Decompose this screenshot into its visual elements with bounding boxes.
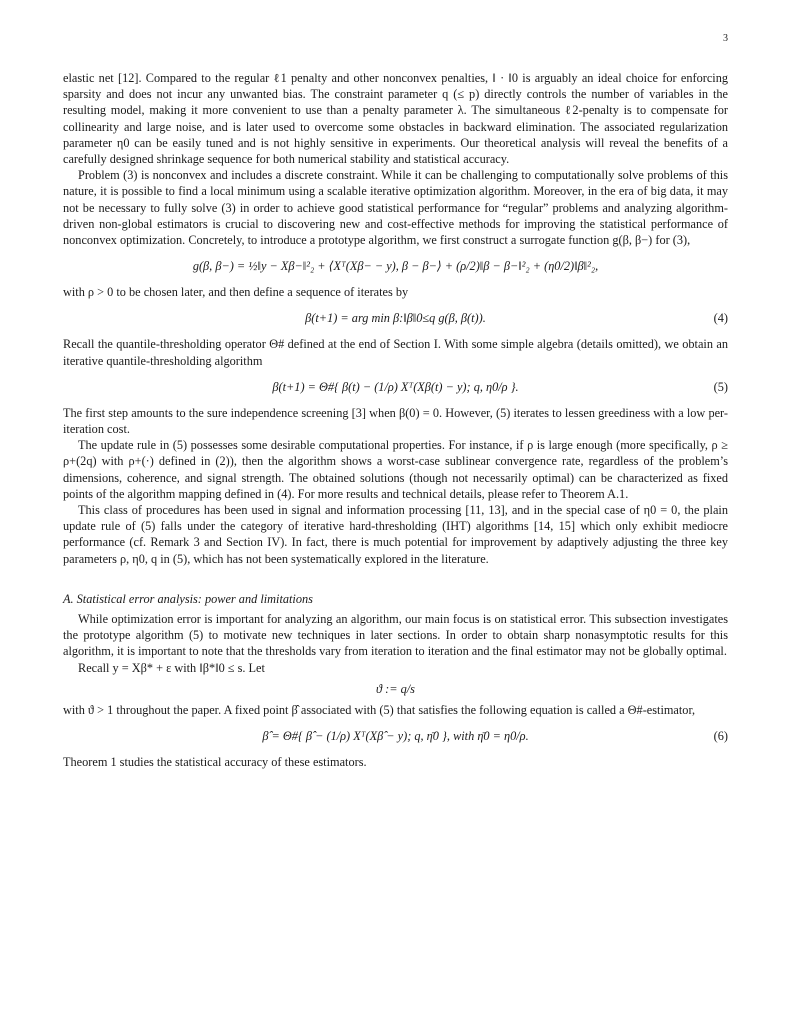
paragraph: While optimization error is important for analyzing an algorithm, our main focus is on statistical error. This subsection investigates the prototype algorithm (5) to motivate new techniques in later sections. In order to obtain sharp nonasymptotic results for this algorithm, it is important to note that the thresholds vary from iteration to iteration and the final estimator may not be globally optimal. <box>63 612 728 659</box>
page-number: 3 <box>723 33 728 44</box>
equation-number: (4) <box>713 311 728 326</box>
paragraph: Theorem 1 studies the statistical accuracy of these estimators. <box>63 755 367 770</box>
equation-6: β̂ = Θ#{ β̂ − (1/ρ) Xᵀ(Xβ̂ − y); q, η̄0 }, with η̄0 = η0/ρ. (6) <box>262 728 728 743</box>
paragraph: The first step amounts to the sure independence screening [3] when β(0) = 0. However, (5) iterates to lessen greediness with a low per-iteration cost. <box>63 405 728 437</box>
section-heading: A. Statistical error analysis: power and limitations <box>63 591 313 606</box>
equation-number: (5) <box>713 379 728 394</box>
equation-number: (6) <box>713 728 728 743</box>
paper-body <box>63 70 728 770</box>
paragraph: Recall y = Xβ* + ε with ‖β*‖0 ≤ s. Let <box>78 660 265 675</box>
paragraph: Problem (3) is nonconvex and includes a discrete constraint. While it can be challenging to computationally solve problems of this nature, it is possible to find a local minimum using a scalable iterative optimization algorithm. Moreover, in the era of big data, it may not be necessary to fully solve (3) in order to achieve good statistical performance for “regular” problems and analyzing algorithm-driven non-global estimators is crucial to discovering new and cost-effective methods for improving the statistical performance of nonconvex optimization. Concretely, to introduce a prototype algorithm, we first construct a surrogate function g(β, β−) for (3), <box>63 168 728 248</box>
paragraph: with ϑ > 1 throughout the paper. A fixed point β̂ associated with (5) that satisfies the following equation is called a Θ#-estimator, <box>63 702 696 717</box>
paragraph: The update rule in (5) possesses some desirable computational properties. For instance, if ρ is large enough (more specifically, ρ ≥ ρ+(2q) with ρ+(·) defined in (2)), then the algorithm shows a worst-case sublinear convergence rate, regardless of the problem’s dimensions, coherence, and signal strength. The obtained solutions (though not necessarily optimal) can be characterized as fixed points of the algorithm mapping defined in (4). For more results and technical details, please refer to Theorem A.1. <box>63 438 728 501</box>
paragraph: Recall the quantile-thresholding operator Θ# defined at the end of Section I. With some simple algebra (details omitted), we obtain an iterative quantile-thresholding algorithm <box>63 337 728 368</box>
equation-surrogate: g(β, β−) = ½‖y − Xβ−‖²₂ + ⟨Xᵀ(Xβ− − y), β − β−⟩ + (ρ/2)‖β − β−‖²₂ + (η0/2)‖β‖²₂, <box>192 259 599 274</box>
equation-theta-def: ϑ := q/s <box>376 681 415 696</box>
equation-5: β(t+1) = Θ#{ β(t) − (1/ρ) Xᵀ(Xβ(t) − y); q, η0/ρ }. (5) <box>272 379 728 394</box>
paragraph: with ρ > 0 to be chosen later, and then define a sequence of iterates by <box>63 285 409 300</box>
paragraph: elastic net [12]. Compared to the regular ℓ1 penalty and other nonconvex penalties, ‖ · ‖0 is arguably an ideal choice for enforcing sparsity and does not incur any unwanted bias. The constraint parameter q (≤ p) directly controls the number of variables in the resulting model, making it more convenient to use than a penalty parameter λ. The simultaneous ℓ2-penalty is to compensate for collinearity and large noise, and is later used to overcome some obstacles in backward elimination. The associated regularization parameter η0 can be easily tuned and is not highly sensitive in experiments. Our theoretical analysis will reveal the benefits of a carefully designed shrinkage sequence for both numerical stability and statistical accuracy. <box>63 71 728 167</box>
paragraph: This class of procedures has been used in signal and information processing [11, 13], and in the special case of η0 = 0, the plain update rule of (5) falls under the category of iterative hard-thresholding (IHT) algorithms [14, 15] which only exhibit mediocre performance (cf. Remark 3 and Section IV). In fact, there is much potential for improvement by adaptively adjusting the three key parameters ρ, η0, q in (5), which has not been systematically explored in the literature. <box>63 503 728 566</box>
equation-4: β(t+1) = arg min β:‖β‖0≤q g(β, β(t)). (4) <box>305 311 728 326</box>
